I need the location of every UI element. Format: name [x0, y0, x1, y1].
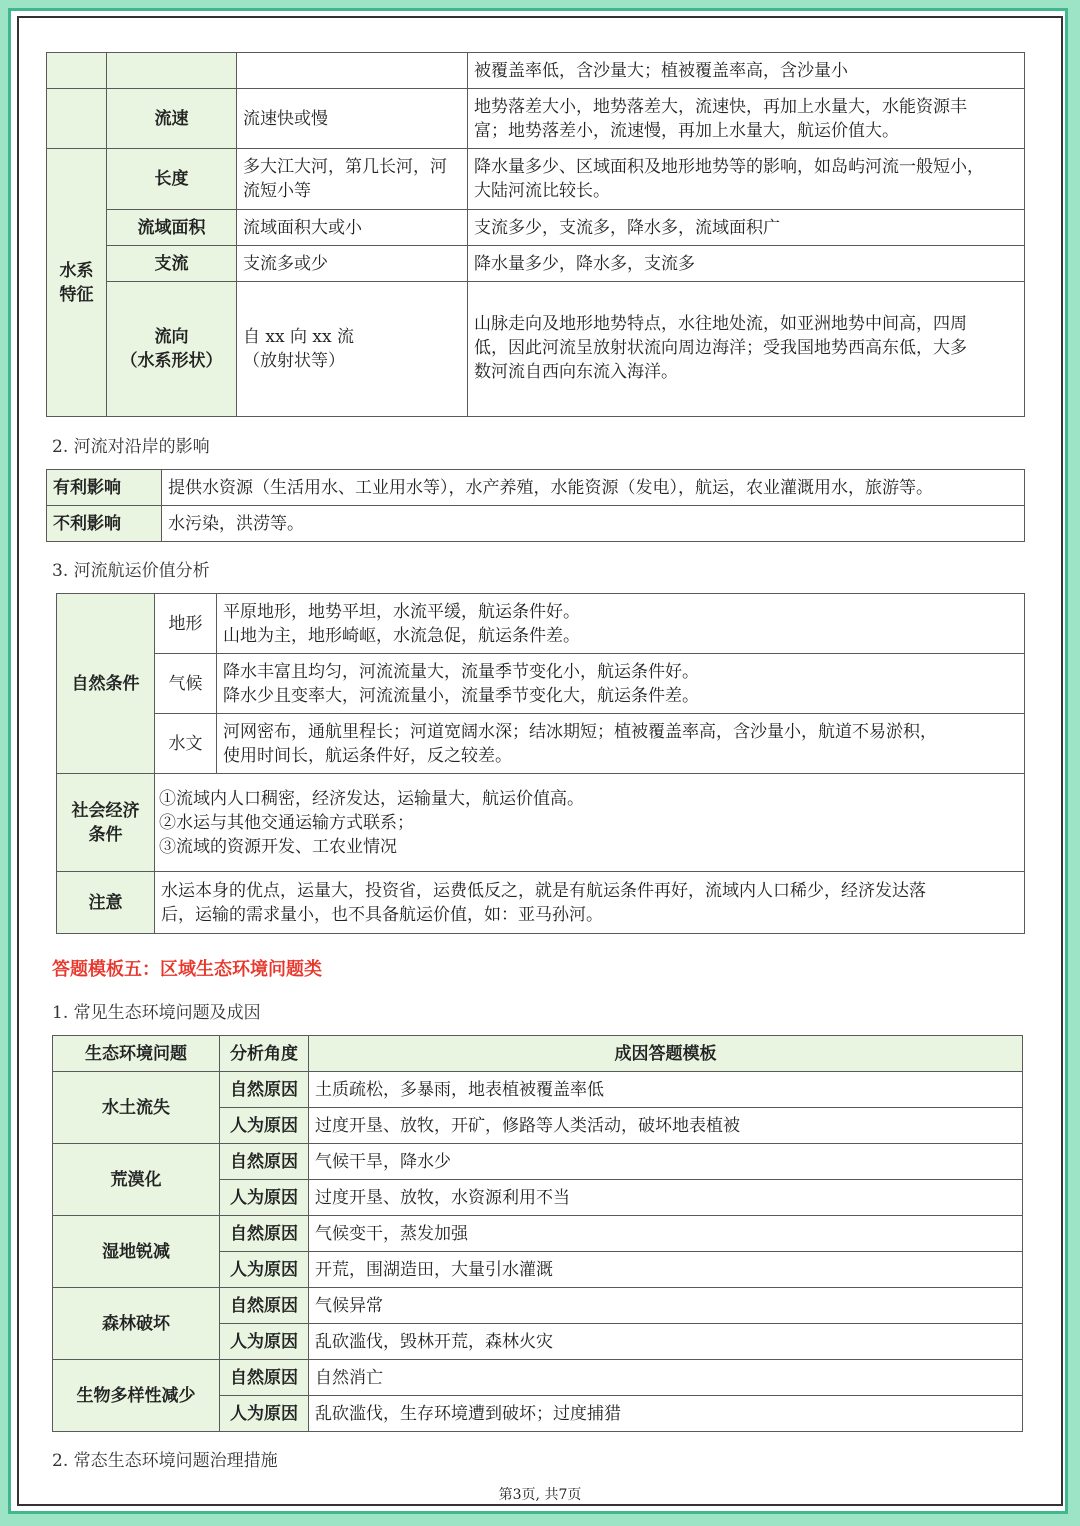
note-line: 水运本身的优点，运量大，投资省，运费低反之，就是有航运条件再好，流域内人口稀少，经济发达落	[161, 880, 926, 901]
natural-row-label-climate: 气候	[155, 654, 217, 714]
social-conditions-text	[155, 774, 1025, 872]
row-name-direction-line: 流向	[154, 327, 189, 347]
section-heading-navigation-value: 3. 河流航运价值分析	[52, 561, 210, 581]
explain-direction	[468, 282, 1025, 417]
natural-row-line: 使用时间长，航运条件好，反之较差。	[223, 745, 512, 766]
explain-area: 支流多少，支流多，降水多，流域面积广	[468, 210, 1025, 246]
header-angle: 分析角度	[220, 1036, 309, 1072]
impact-text-positive: 提供水资源（生活用水、工业用水等），水产养殖，水能资源（发电），航运，农业灌溉用水，旅游等。	[162, 470, 1025, 506]
page-number: 第3页, 共7页	[498, 1487, 582, 1503]
problem-name: 生物多样性减少	[53, 1360, 220, 1432]
impact-text-negative: 水污染，洪涝等。	[162, 506, 1025, 542]
impact-label-negative: 不利影响	[47, 506, 162, 542]
natural-row-label-hydrology: 水文	[155, 714, 217, 774]
angle-natural: 自然原因	[220, 1216, 309, 1252]
trait-length-line: 多大江大河，第几长河，河	[243, 157, 447, 177]
trait-area: 流域面积大或小	[237, 210, 468, 246]
natural-row-text-terrain	[217, 594, 1025, 654]
cause-human: 开荒，围湖造田，大量引水灌溉	[309, 1252, 1023, 1288]
trait-direction-line: （放射状等）	[243, 351, 345, 371]
cause-natural: 土质疏松，多暴雨，地表植被覆盖率低	[309, 1072, 1023, 1108]
row-name-direction	[107, 282, 237, 417]
row-name-speed: 流速	[107, 89, 237, 149]
cause-natural: 气候异常	[309, 1288, 1023, 1324]
water-system-table	[46, 52, 1025, 417]
group-label-water-system	[47, 149, 107, 417]
natural-row-label-terrain: 地形	[155, 594, 217, 654]
trait-tributary: 支流多或少	[237, 246, 468, 282]
angle-human: 人为原因	[220, 1108, 309, 1144]
social-label-line: 条件	[88, 824, 123, 845]
group-cell-speed	[47, 89, 107, 149]
template-five-title: 答题模板五：区域生态环境问题类	[52, 959, 322, 980]
row-name-direction-line: （水系形状）	[120, 351, 223, 371]
note-text	[155, 872, 1025, 934]
river-impact-table	[46, 469, 1025, 542]
top-name-cell	[107, 53, 237, 89]
natural-row-text-climate	[217, 654, 1025, 714]
natural-row-line: 平原地形，地势平坦，水流平缓，航运条件好。	[223, 601, 580, 622]
problem-name: 荒漠化	[53, 1144, 220, 1216]
cause-natural: 气候变干，蒸发加强	[309, 1216, 1023, 1252]
natural-row-line: 降水丰富且均匀，河流流量大，流量季节变化小，航运条件好。	[223, 661, 699, 682]
problem-name: 森林破坏	[53, 1288, 220, 1360]
row-name-length: 长度	[107, 149, 237, 210]
social-line: ③流域的资源开发、工农业情况	[159, 836, 397, 857]
natural-row-line: 河网密布，通航里程长；河道宽阔水深；结冰期短；植被覆盖率高，含沙量小，航道不易淤积，	[223, 721, 937, 742]
explain-direction-line: 数河流自西向东流入海洋。	[474, 362, 678, 382]
top-trait-cell	[237, 53, 468, 89]
impact-label-positive: 有利影响	[47, 470, 162, 506]
navigation-value-table	[56, 593, 1025, 934]
problem-name: 湿地锐减	[53, 1216, 220, 1288]
group-label-line: 特征	[59, 284, 94, 305]
note-line: 后，运输的需求量小，也不具备航运价值，如：亚马孙河。	[161, 904, 603, 925]
angle-human: 人为原因	[220, 1252, 309, 1288]
explain-direction-line: 山脉走向及地形地势特点，水往地处流，如亚洲地势中间高，四周	[474, 314, 967, 334]
explain-length	[468, 149, 1025, 210]
angle-human: 人为原因	[220, 1396, 309, 1432]
top-group-cell	[47, 53, 107, 89]
section-heading-river-impact: 2. 河流对沿岸的影响	[52, 437, 210, 457]
cause-natural: 自然消亡	[309, 1360, 1023, 1396]
natural-row-text-hydrology	[217, 714, 1025, 774]
cause-natural: 气候干旱，降水少	[309, 1144, 1023, 1180]
explain-speed	[468, 89, 1025, 149]
social-line: ②水运与其他交通运输方式联系；	[159, 812, 414, 833]
angle-natural: 自然原因	[220, 1360, 309, 1396]
angle-natural: 自然原因	[220, 1288, 309, 1324]
cause-human: 乱砍滥伐，毁林开荒，森林火灾	[309, 1324, 1023, 1360]
explain-direction-line: 低，因此河流呈放射状流向周边海洋；受我国地势西高东低，大多	[474, 338, 967, 358]
trait-direction	[237, 282, 468, 417]
angle-human: 人为原因	[220, 1180, 309, 1216]
cause-human: 过度开垦、放牧，开矿，修路等人类活动，破坏地表植被	[309, 1108, 1023, 1144]
trait-direction-line: 自 xx 向 xx 流	[243, 327, 354, 347]
explain-length-line: 降水量多少、区域面积及地形地势等的影响，如岛屿河流一般短小，	[474, 157, 984, 177]
natural-conditions-label: 自然条件	[57, 594, 155, 774]
trait-length	[237, 149, 468, 210]
eco-problems-table	[52, 1035, 1023, 1432]
trait-speed: 流速快或慢	[237, 89, 468, 149]
angle-natural: 自然原因	[220, 1144, 309, 1180]
angle-human: 人为原因	[220, 1324, 309, 1360]
header-problem: 生态环境问题	[53, 1036, 220, 1072]
row-name-area: 流域面积	[107, 210, 237, 246]
natural-row-line: 山地为主，地形崎岖，水流急促，航运条件差。	[223, 625, 580, 646]
social-line: ①流域内人口稠密，经济发达，运输量大，航运价值高。	[159, 788, 584, 809]
header-template: 成因答题模板	[309, 1036, 1023, 1072]
group-label-line: 水系	[59, 260, 94, 281]
cause-human: 过度开垦、放牧，水资源利用不当	[309, 1180, 1023, 1216]
angle-natural: 自然原因	[220, 1072, 309, 1108]
explain-tributary: 降水量多少，降水多，支流多	[468, 246, 1025, 282]
section-heading-eco-measures: 2. 常态生态环境问题治理措施	[52, 1451, 278, 1471]
note-label: 注意	[57, 872, 155, 934]
explain-speed-line: 地势落差大小，地势落差大，流速快，再加上水量大，水能资源丰	[474, 96, 967, 117]
social-label-line: 社会经济	[71, 800, 140, 821]
row-name-tributary: 支流	[107, 246, 237, 282]
natural-row-line: 降水少且变率大，河流流量小，流量季节变化大，航运条件差。	[223, 685, 699, 706]
social-conditions-label	[57, 774, 155, 872]
explain-speed-line: 富；地势落差小，流速慢，再加上水量大，航运价值大。	[474, 120, 899, 141]
cause-human: 乱砍滥伐，生存环境遭到破坏；过度捕猎	[309, 1396, 1023, 1432]
trait-length-line: 流短小等	[243, 181, 311, 201]
top-explain-cell: 被覆盖率低，含沙量大；植被覆盖率高，含沙量小	[468, 53, 1025, 89]
explain-length-line: 大陆河流比较长。	[474, 181, 610, 201]
section-heading-eco-problems: 1. 常见生态环境问题及成因	[52, 1003, 261, 1023]
problem-name: 水土流失	[53, 1072, 220, 1144]
